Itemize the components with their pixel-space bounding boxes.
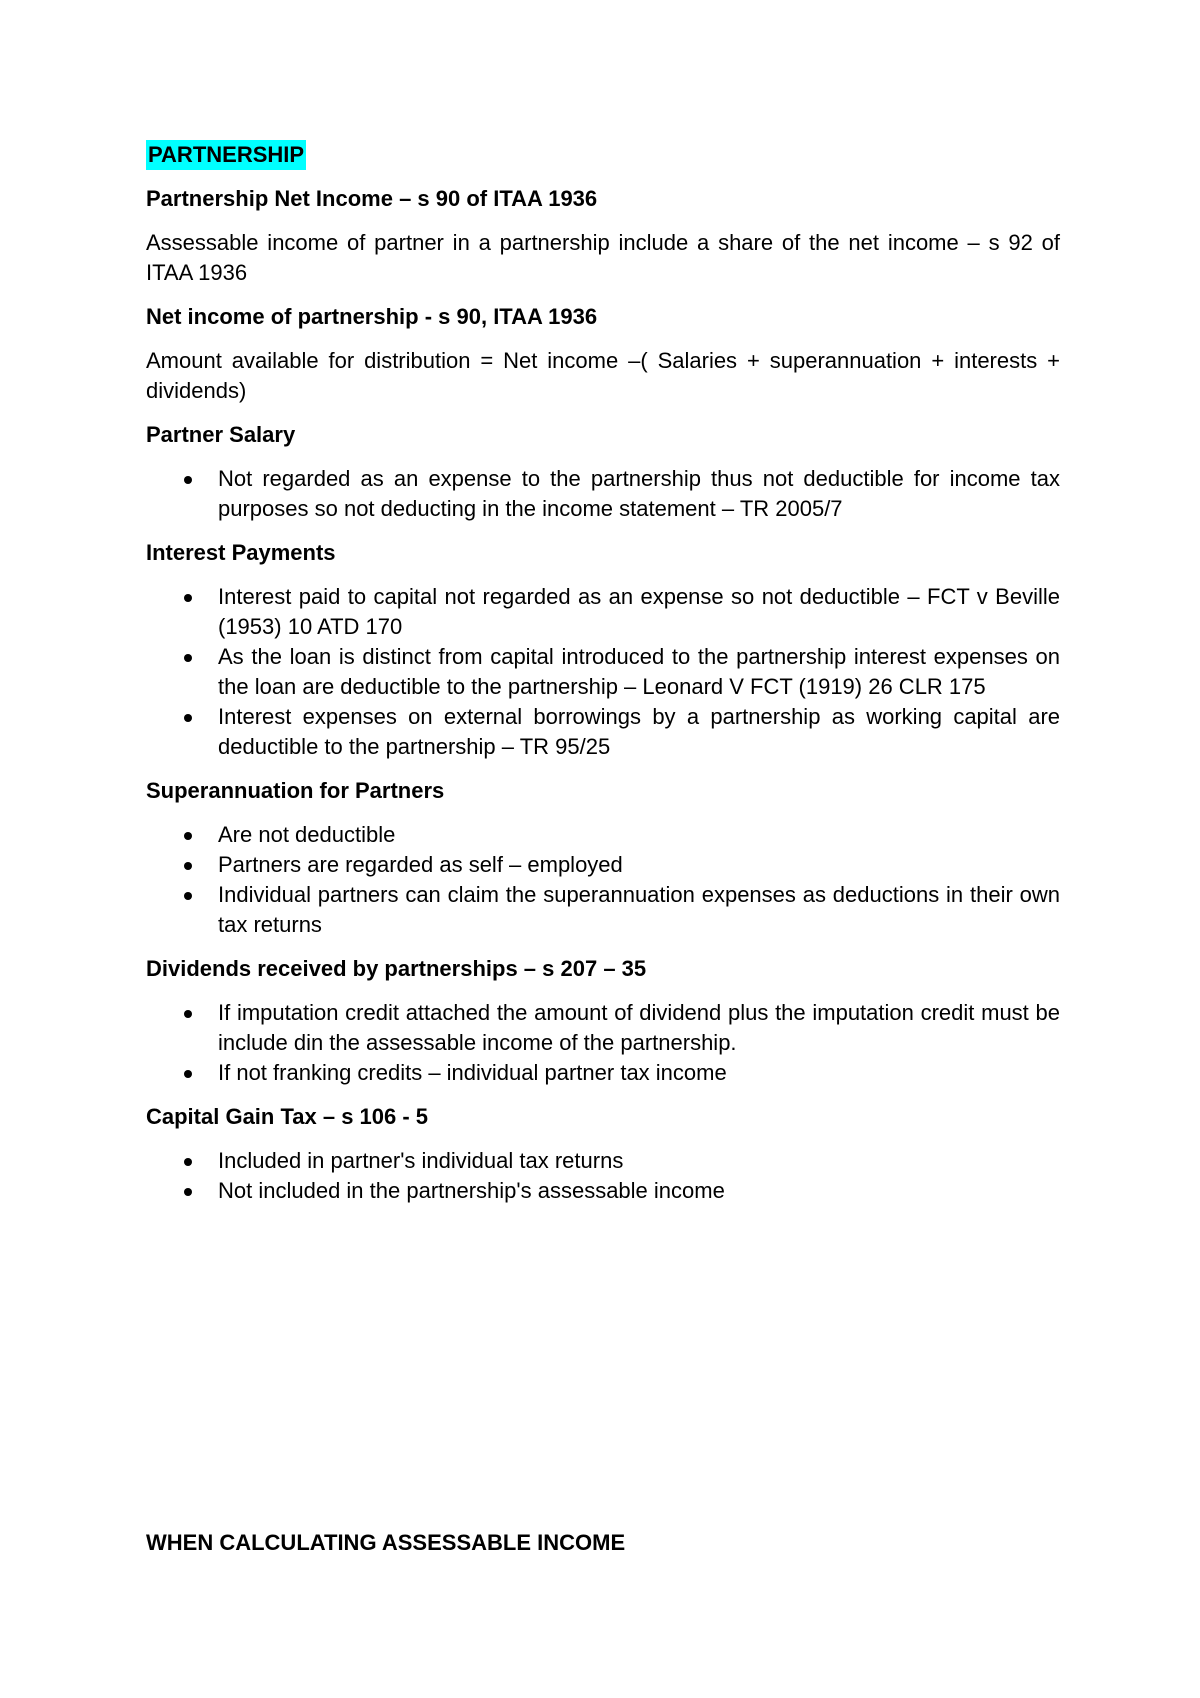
list-item-text: Not regarded as an expense to the partnership thus not deductible for income tax purposes so not deducting in the income statement – TR 2005/7 (218, 466, 1060, 521)
heading-superannuation: Superannuation for Partners (146, 778, 445, 803)
paragraph-net-income: Assessable income of partner in a partnership include a share of the net income – s 92 of ITAA 1936 (146, 230, 1060, 285)
list-item-text: If not franking credits – individual partner tax income (218, 1060, 727, 1085)
list-item (146, 1058, 1060, 1088)
list-item-text: Partners are regarded as self – employed (218, 852, 623, 877)
list-item (146, 464, 1060, 524)
list-item (146, 582, 1060, 642)
heading-net-income: Partnership Net Income – s 90 of ITAA 1936 (146, 186, 598, 211)
list-item-text: As the loan is distinct from capital introduced to the partnership interest expenses on the loan are deductible to the partnership – Leonard V FCT (1919) 26 CLR 175 (218, 644, 1060, 699)
list-item-text: Not included in the partnership's assessable income (218, 1178, 725, 1203)
heading-interest-payments: Interest Payments (146, 540, 336, 565)
bullet-icon (184, 714, 192, 722)
paragraph-amount-available: Amount available for distribution = Net income –( Salaries + superannuation + interests + dividends) (146, 348, 1060, 403)
list-item-text: Are not deductible (218, 822, 396, 847)
bullet-icon (184, 862, 192, 870)
list-item (146, 642, 1060, 702)
list-item (146, 880, 1060, 940)
page-title: PARTNERSHIP (146, 140, 306, 170)
list-interest-payments (146, 582, 1060, 762)
list-partner-salary (146, 464, 1060, 524)
list-item (146, 702, 1060, 762)
heading-dividends: Dividends received by partnerships – s 207 – 35 (146, 956, 647, 981)
list-item-text: Individual partners can claim the superannuation expenses as deductions in their own tax returns (218, 882, 1060, 937)
heading-capital-gain-tax: Capital Gain Tax – s 106 - 5 (146, 1104, 429, 1129)
list-item-text: If imputation credit attached the amount of dividend plus the imputation credit must be include din the assessable income of the partnership. (218, 1000, 1060, 1055)
bullet-icon (184, 1010, 192, 1018)
list-item (146, 998, 1060, 1058)
bullet-icon (184, 1070, 192, 1078)
list-capital-gain-tax (146, 1146, 1060, 1206)
list-item (146, 850, 1060, 880)
bullet-icon (184, 594, 192, 602)
list-item-text: Interest expenses on external borrowings by a partnership as working capital are deductible to the partnership – TR 95/25 (218, 704, 1060, 759)
list-item (146, 1146, 1060, 1176)
bullet-icon (184, 1188, 192, 1196)
list-item-text: Included in partner's individual tax returns (218, 1148, 624, 1173)
list-item-text: Interest paid to capital not regarded as an expense so not deductible – FCT v Beville (1953) 10 ATD 170 (218, 584, 1060, 639)
document-page (146, 140, 1060, 1220)
heading-net-income-of-partnership: Net income of partnership - s 90, ITAA 1936 (146, 304, 598, 329)
final-heading: WHEN CALCULATING ASSESSABLE INCOME (146, 1530, 626, 1555)
list-dividends (146, 998, 1060, 1088)
bullet-icon (184, 892, 192, 900)
bullet-icon (184, 654, 192, 662)
bullet-icon (184, 476, 192, 484)
bullet-icon (184, 1158, 192, 1166)
list-superannuation (146, 820, 1060, 940)
list-item (146, 1176, 1060, 1206)
bullet-icon (184, 832, 192, 840)
heading-partner-salary: Partner Salary (146, 422, 296, 447)
list-item (146, 820, 1060, 850)
